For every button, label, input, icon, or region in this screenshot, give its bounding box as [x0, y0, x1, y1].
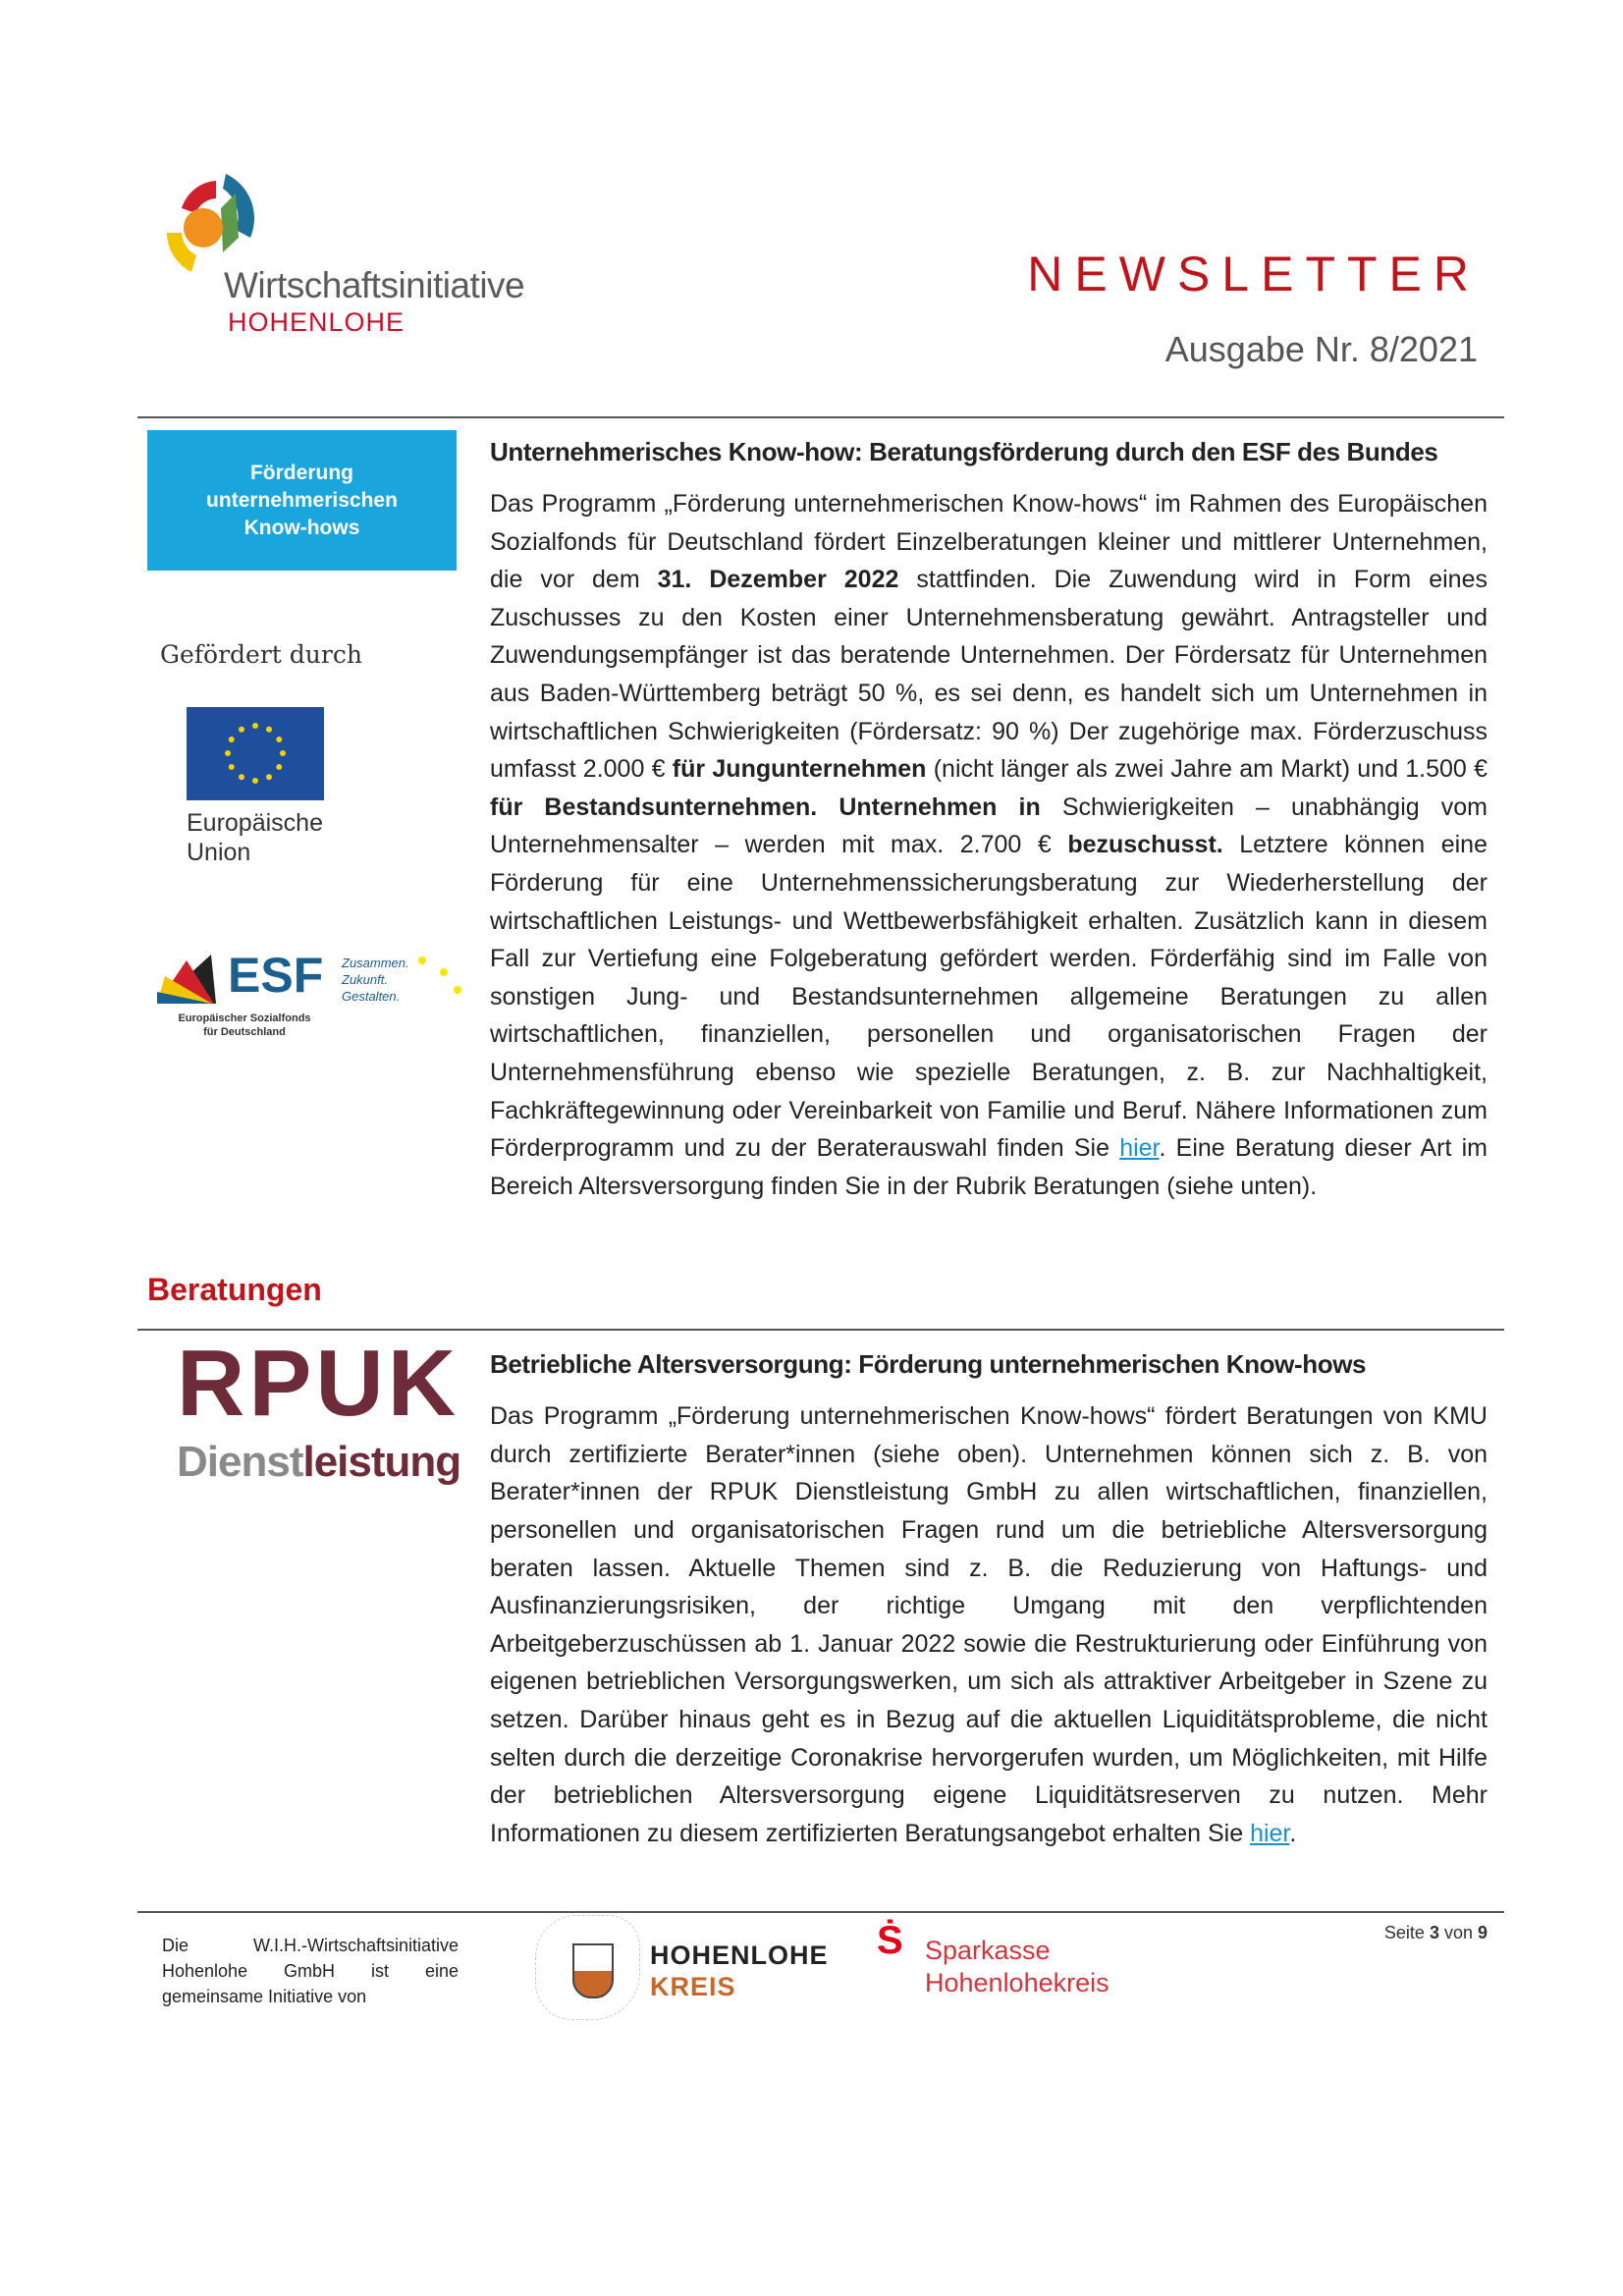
rpuk-logo-sub — [177, 1439, 460, 1486]
coat-of-arms-icon — [572, 1943, 614, 1998]
section-title: Beratungen — [147, 1272, 322, 1308]
issue-number: Ausgabe Nr. 8/2021 — [1164, 329, 1478, 369]
main-content — [0, 436, 1623, 2029]
info-link[interactable]: hier — [1119, 1134, 1160, 1163]
logo-region: HOHENLOHE — [228, 307, 406, 337]
header-divider — [137, 416, 1504, 418]
rpuk-logo — [177, 1331, 460, 1437]
rpuk-text: RPUK — [177, 1331, 460, 1437]
text-segment: 31. Dezember 2022 — [657, 566, 899, 594]
esf-sub-line: Europäischer Sozialfonds — [178, 1012, 311, 1024]
text-segment: . — [1289, 1819, 1297, 1847]
rpuk-light: Dienst — [177, 1438, 303, 1487]
hohenlohekreis-logo-sub: KREIS — [650, 1972, 736, 2002]
text-segment: für Bestandsunternehmen. Unternehmen in — [490, 793, 1041, 821]
newsletter-title: NEWSLETTER — [1027, 246, 1481, 301]
text-segment: Das Programm „Förderung unternehmerischen Know-hows“ im Rahmen des Europäischen Sozialfonds für Deutschland fördert Einzelberatungen kleiner und mittlerer Unternehmen, die vor dem — [490, 490, 1488, 594]
hohenlohekreis-logo: HOHENLOHE — [650, 1941, 829, 1971]
esf-slogan-line: Gestalten. — [342, 989, 401, 1004]
footer — [0, 1911, 1623, 2029]
footer-note: Die W.I.H.-Wirtschaftsinitiative Hohenlohe GmbH ist eine gemeinsame Initiative von — [162, 1936, 459, 2007]
esf-slogan-line: Zusammen. — [342, 956, 409, 970]
text-segment: (nicht länger als zwei Jahre am Markt) und 1.500 € — [926, 755, 1488, 784]
text-segment: für Jungunternehmen — [672, 755, 927, 784]
logo-name: Wirtschaftsinitiative — [224, 265, 525, 305]
text-segment: . Eine Beratung dieser Art im Bereich Altersversorgung finden Sie in der Rubrik Beratungen (siehe unten). — [490, 1134, 1488, 1200]
esf-slogan-line: Zukunft. — [342, 972, 388, 987]
article-2 — [177, 1331, 1488, 1852]
sparkasse-icon: Ṡ — [877, 1919, 903, 1963]
esf-sub-line: für Deutschland — [203, 1026, 286, 1038]
page-prefix: Seite — [1383, 1923, 1430, 1943]
badge-line: unternehmerischen — [206, 488, 398, 512]
text-segment: stattfinden. Die Zuwendung wird in Form eines Zuschusses zu den Kosten einer Unternehmensberatung gewährt. Antragsteller und Zuwendungsempfänger ist das beratende Unternehmen. Der Fördersatz für Unternehmen aus Baden-Württemberg beträgt 50 %, es sei denn, es handelt sich um Unternehmen in wirtschaftlichen Schwierigkeiten (Fördersatz: 90 %) Der zugehörige max. Förderzuschuss umfasst 2.000 € — [490, 566, 1488, 784]
eu-line: Europäische — [187, 809, 323, 837]
page-current: 3 — [1429, 1923, 1439, 1943]
text-segment: Schwierigkeiten – unabhängig vom Unternehmensalter – werden mit max. 2.700 € — [490, 793, 1488, 859]
article-body — [490, 1397, 1488, 1852]
sparkasse-line: Sparkasse — [925, 1936, 1051, 1966]
sparkasse-line: Hohenlohekreis — [925, 1968, 1109, 1998]
text-segment: bezuschusst. — [1067, 831, 1223, 859]
footer-divider — [137, 1911, 1504, 1913]
badge-line: Förderung — [249, 461, 353, 484]
funded-by-label: Gefördert durch — [160, 640, 362, 669]
page-number — [1384, 1923, 1488, 1943]
text-segment: Letztere können eine Förderung für eine Unternehmenssicherungsberatung zur Wiederherstellung der wirtschaftlichen Leistungs- und Wettbewerbsfähigkeit erhalten. Zusätzlich kann in diesem Fall zur Vertiefung eine Folgeberatung gefördert werden. Förderfähig sind im Falle von sonstigen Jung- und Bestandsunternehmen allgemeine Beratungen zu allen wirtschaftlichen, finanziellen, personellen und organisatorischen Fragen der Unternehmensführung ebenso wie spezielle Beratungen, z. B. zur Nachhaltigkeit, Fachkräftegewinnung oder Vereinbarkeit von Familie und Beruf. Nähere Informationen zum Förderprogramm und zu der Beraterauswahl finden Sie — [490, 831, 1488, 1163]
sparkasse-logo — [925, 1935, 1109, 1999]
article-heading: Unternehmerisches Know-how: Beratungsförderung durch den ESF des Bundes — [490, 437, 1438, 466]
info-link[interactable]: hier — [1250, 1819, 1290, 1847]
esf-logo: ESF — [228, 948, 324, 1003]
article-heading: Betriebliche Altersversorgung: Förderung unternehmerischen Know-hows — [490, 1349, 1367, 1380]
eu-line: Union — [187, 839, 251, 866]
text-segment: Das Programm „Förderung unternehmerischen Know-hows“ fördert Beratungen von KMU durch zertifizierte Berater*innen (siehe oben). Unternehmen können sich z. B. von Berater*innen der RPUK Dienstleistung GmbH zu allen wirtschaftlichen, finanziellen, personellen und organisatorischen Fragen rund um die betriebliche Altersversorgung beraten lassen. Aktuelle Themen sind z. B. die Reduzierung von Haftungs- und Ausfinanzierungsrisiken, der richtige Umgang mit den verpflichtenden Arbeitgeberzuschüssen ab 1. Januar 2022 sowie die Restrukturierung oder Einführung von eigenen betrieblichen Versorgungswerken, um sich als attraktiver Arbeitgeber in Szene zu setzen. Darüber hinaus geht es in Bezug auf die aktuellen Liquiditätsprobleme, die nicht selten durch die derzeitige Coronakrise hervorgerufen wurden, um Möglichkeiten, mit Hilfe der betrieblichen Altersversorgung eigene Liquiditätsreserven zu nutzen. Mehr Informationen zu diesem zertifizierten Beratungsangebot erhalten Sie — [490, 1402, 1488, 1847]
rpuk-dark: leistung — [302, 1438, 461, 1487]
page-mid: von — [1438, 1923, 1478, 1943]
badge-line: Know-hows — [243, 516, 360, 539]
article-body — [490, 485, 1488, 1205]
page-total: 9 — [1477, 1923, 1488, 1943]
